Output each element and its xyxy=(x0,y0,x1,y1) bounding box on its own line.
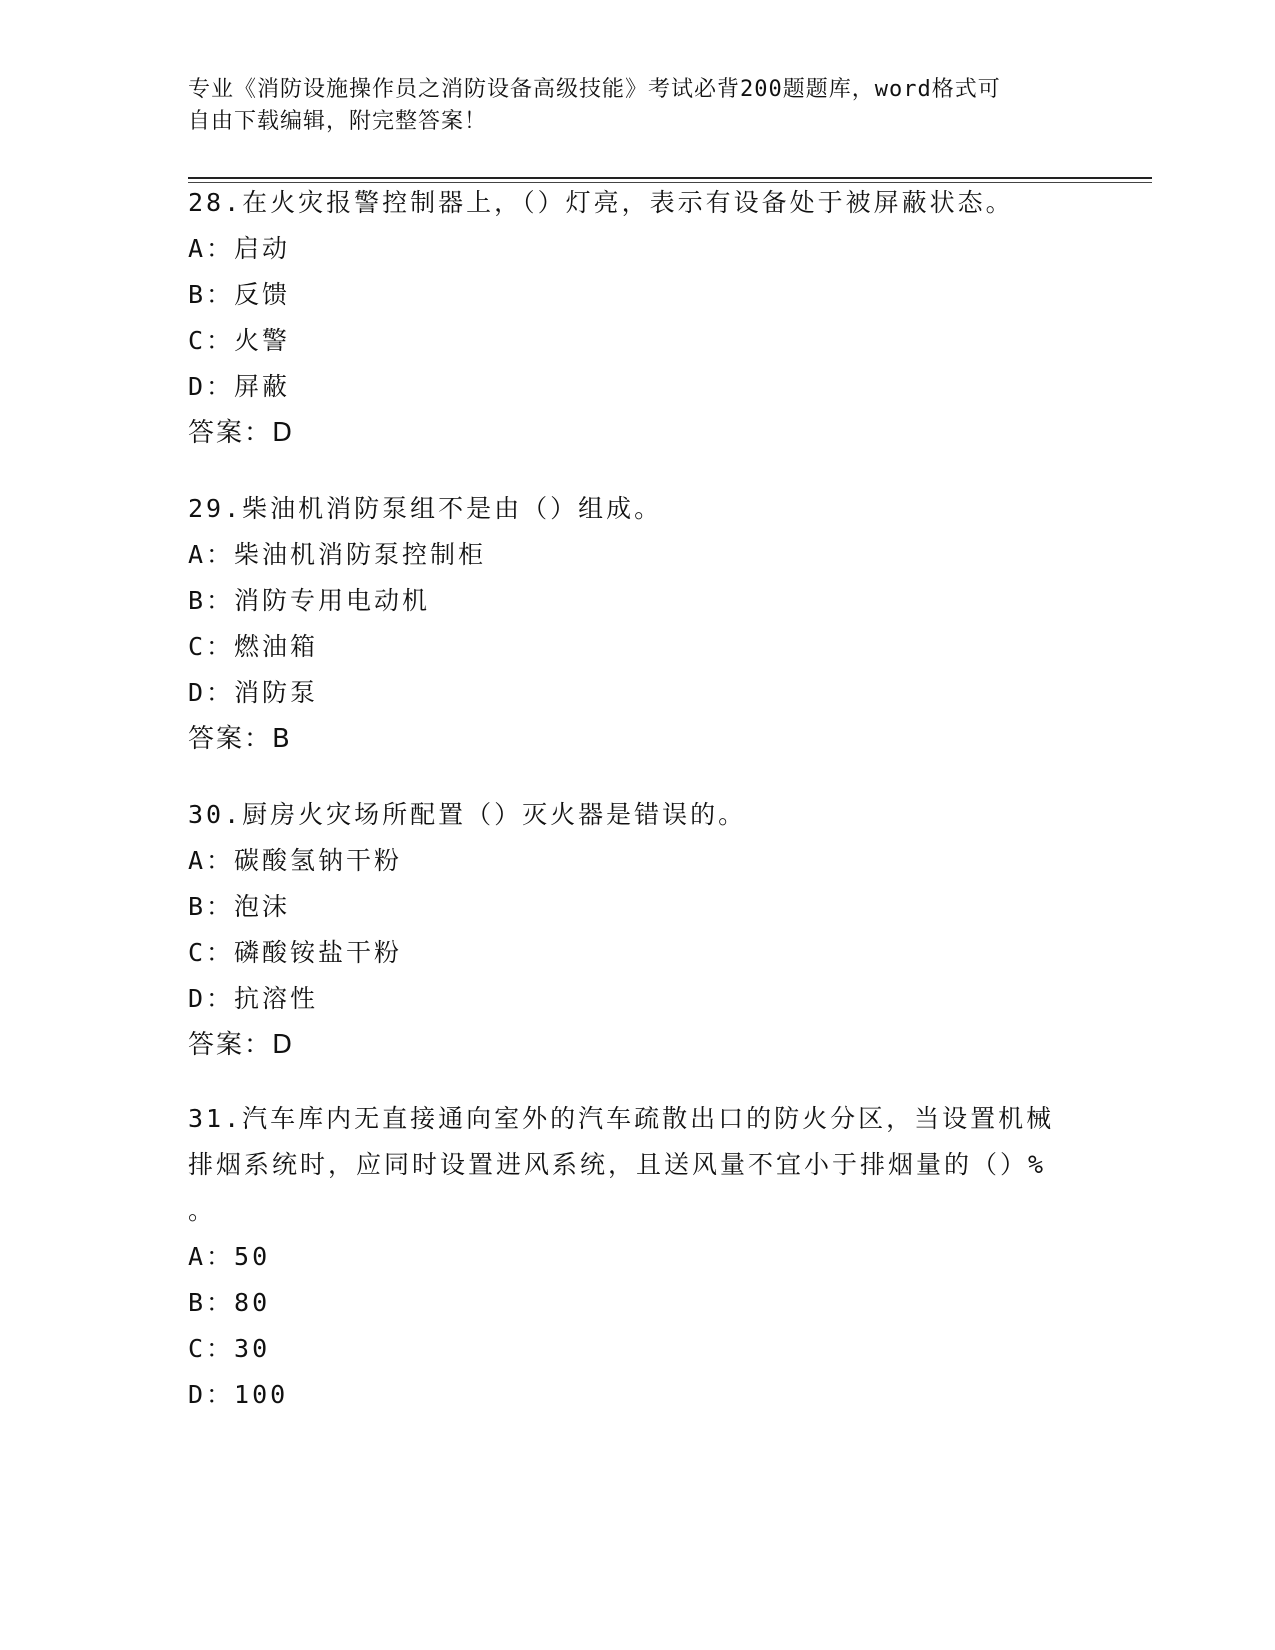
option-a: A：启动 xyxy=(188,234,291,263)
option-c: C：磷酸铵盐干粉 xyxy=(188,938,403,967)
answer: 答案：D xyxy=(188,418,295,448)
option-c: C：燃油箱 xyxy=(188,632,319,661)
option-d: D：消防泵 xyxy=(188,678,319,707)
option-c: C：火警 xyxy=(188,326,291,355)
option-d: D：100 xyxy=(188,1380,289,1409)
option-d: D：屏蔽 xyxy=(188,372,291,401)
question-30 xyxy=(188,792,1088,1068)
question-stem: 29.柴油机消防泵组不是由（）组成。 xyxy=(188,494,663,523)
option-b: B：泡沫 xyxy=(188,892,291,921)
question-29 xyxy=(188,486,1088,762)
header-line-2: 自由下载编辑，附完整答案！ xyxy=(188,109,488,134)
question-stem: 30.厨房火灾场所配置（）灭火器是错误的。 xyxy=(188,800,747,829)
option-d: D：抗溶性 xyxy=(188,984,319,1013)
question-31 xyxy=(188,1096,1088,1418)
question-stem-line-3: 。 xyxy=(188,1196,217,1225)
option-a: A：柴油机消防泵控制柜 xyxy=(188,540,487,569)
option-a: A：碳酸氢钠干粉 xyxy=(188,846,403,875)
question-stem-line-1: 31.汽车库内无直接通向室外的汽车疏散出口的防火分区，当设置机械 xyxy=(188,1104,1055,1133)
question-stem-line-2: 排烟系统时，应同时设置进风系统，且送风量不宜小于排烟量的（）% xyxy=(188,1150,1047,1179)
option-c: C：30 xyxy=(188,1334,271,1363)
option-b: B：反馈 xyxy=(188,280,291,309)
option-b: B：80 xyxy=(188,1288,271,1317)
answer: 答案：B xyxy=(188,724,292,754)
answer: 答案：D xyxy=(188,1030,295,1060)
question-stem: 28.在火灾报警控制器上，（）灯亮，表示有设备处于被屏蔽状态。 xyxy=(188,188,1014,217)
document-header xyxy=(188,74,1068,138)
header-divider-thick xyxy=(188,177,1152,179)
option-b: B：消防专用电动机 xyxy=(188,586,431,615)
question-28 xyxy=(188,180,1088,456)
header-line-1: 专业《消防设施操作员之消防设备高级技能》考试必背200题题库，word格式可 xyxy=(188,77,1001,102)
option-a: A：50 xyxy=(188,1242,271,1271)
